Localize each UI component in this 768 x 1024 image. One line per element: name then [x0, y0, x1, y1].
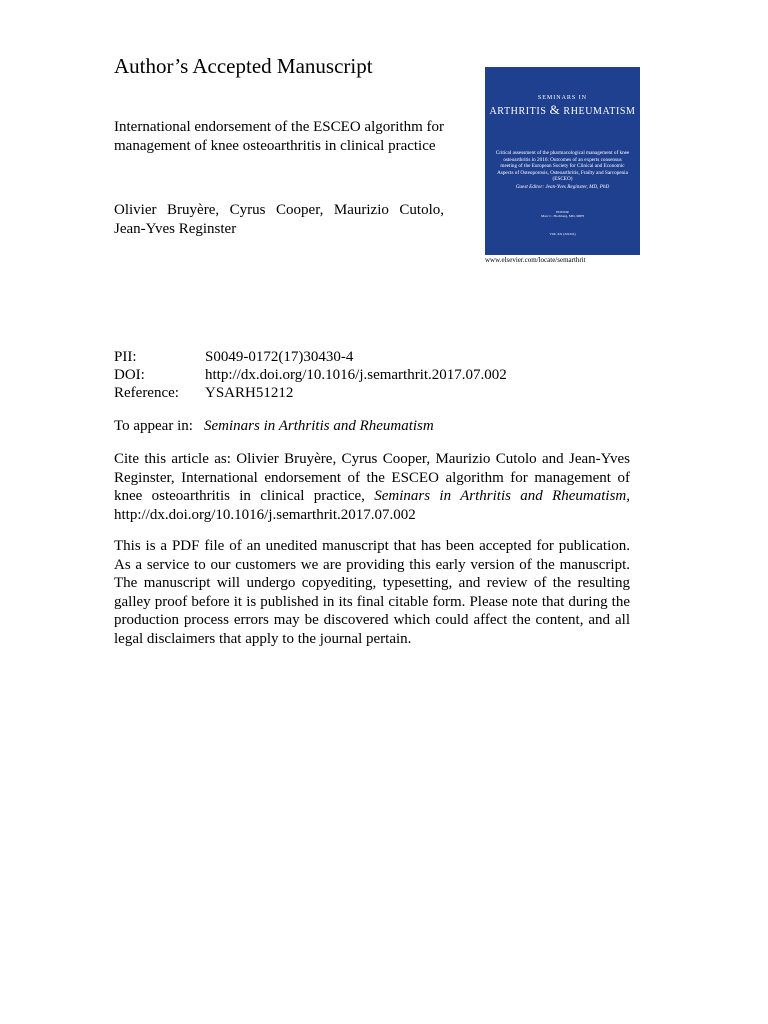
cover-editor-role: EDITOR [556, 209, 569, 214]
cover-editor-name: Marc C. Hochberg, MD, MPH [541, 213, 584, 218]
pii-value: S0049-0172(17)30430-4 [205, 349, 354, 365]
cover-journal-name [485, 102, 640, 118]
cover-journal-right: RHEUMATISM [563, 106, 636, 117]
reference-value: YSARH51212 [205, 385, 294, 401]
cover-series: SEMINARS IN [537, 95, 588, 101]
doi-label: DOI: [114, 367, 145, 383]
cover-blurb: Critical assessment of the pharmacological management of knee osteoarthritis in 2016: Outcomes of an experts consensus meeting of the European Society for Clinical and Economic Aspects of Osteoporosis, Osteoarthritis, Frailty and Sarcopenia (ESCEO) [495, 150, 630, 182]
manuscript-notice: This is a PDF file of an unedited manuscript that has been accepted for publication. As a service to our customers we are providing this early version of the manuscript. The manuscript will undergo copyediting, typesetting, and review of the resulting galley proof before it is published in its final citable form. Please note that during the production process errors may be discovered which could affect the content, and all legal disclaimers that apply to the journal pertain. [114, 538, 630, 647]
page-title: Author’s Accepted Manuscript [114, 54, 373, 78]
pii-label: PII: [114, 349, 137, 365]
citation-doi[interactable]: http://dx.doi.org/10.1016/j.semarthrit.2017.07.002 [114, 506, 416, 523]
journal-cover-image [485, 67, 640, 255]
reference-label: Reference: [114, 385, 179, 401]
doi-link[interactable]: http://dx.doi.org/10.1016/j.semarthrit.2017.07.002 [205, 367, 507, 383]
cover-amp: & [549, 102, 561, 117]
cover-url-link[interactable]: www.elsevier.com/locate/semarthrit [485, 256, 586, 264]
cover-volume: VOL XX (XXXX) [549, 231, 576, 236]
article-title: International endorsement of the ESCEO algorithm for management of knee osteoarthritis in clinical practice [114, 119, 444, 154]
citation-paragraph [114, 450, 630, 524]
to-appear-label: To appear in: [114, 418, 193, 434]
citation-prefix: Cite this article as: Olivier Bruyère, Cyrus Cooper, Maurizio Cutolo and Jean-Yves Reginster, International endorsement of the ESCEO algorithm for management of knee osteoarthritis in clinical practice, [114, 451, 630, 504]
article-authors: Olivier Bruyère, Cyrus Cooper, Maurizio Cutolo, Jean-Yves Reginster [114, 202, 444, 237]
citation-journal: Seminars in Arthritis and Rheumatism, [374, 488, 631, 504]
to-appear-journal: Seminars in Arthritis and Rheumatism [204, 418, 434, 434]
cover-guest-editor: Guest Editor: Jean-Yves Reginster, MD, PhD [515, 183, 610, 190]
cover-journal-left: ARTHRITIS [489, 106, 547, 117]
